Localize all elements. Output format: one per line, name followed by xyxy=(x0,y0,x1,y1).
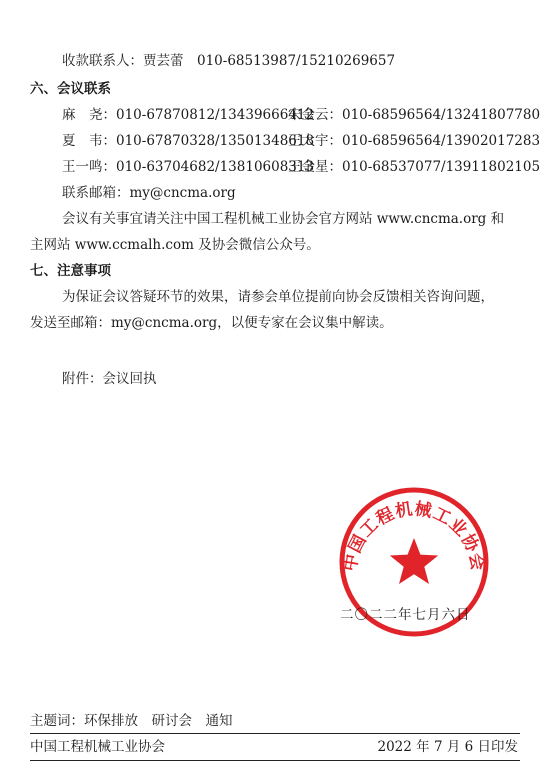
seal-ring-text: 中国工程机械工业协会 xyxy=(340,499,488,573)
footer-organization: 中国工程机械工业协会 xyxy=(30,739,165,755)
collection-contact-value: 贾芸蕾 010-68513987/15210269657 xyxy=(143,53,396,69)
collection-contact xyxy=(62,52,395,70)
contact-right: 王金星：010-68537077/13911802105 xyxy=(288,159,541,175)
contact-row xyxy=(288,132,540,150)
notice-paragraph-line1: 为保证会议答疑环节的效果，请参会单位提前向协会反馈相关咨询问题， xyxy=(62,289,494,305)
contact-right: 宋金云：010-68596564/13241807780 xyxy=(288,107,541,123)
contact-left: 王一鸣：010-63704682/13810608313 xyxy=(62,159,315,175)
section7-heading: 七、注意事项 xyxy=(30,263,111,279)
contact-row xyxy=(288,106,540,124)
attachment-note: 附件：会议回执 xyxy=(62,371,157,387)
footer-print-date: 2022 年 7 月 6 日印发 xyxy=(377,739,518,755)
contact-email: 联系邮箱：my@cncma.org xyxy=(62,185,236,201)
website-paragraph-line1: 会议有关事宜请关注中国工程机械工业协会官方网站 www.cncma.org 和 xyxy=(62,211,505,227)
collection-contact-label: 收款联系人： xyxy=(62,53,143,69)
subject-keywords: 主题词：环保排放 研讨会 通知 xyxy=(30,713,233,729)
footer-rule-top xyxy=(30,733,520,734)
notice-paragraph-line2: 发送至邮箱：my@cncma.org，以便专家在会议集中解读。 xyxy=(30,315,393,331)
footer-rule-bottom xyxy=(30,760,520,761)
contact-left: 夏 韦：010-67870328/13501348618 xyxy=(62,133,315,149)
section6-heading: 六、会议联系 xyxy=(30,81,111,97)
contact-right: 王大宇：010-68596564/13902017283 xyxy=(288,133,541,149)
contact-row xyxy=(288,158,540,176)
signing-date: 二〇二二年七月六日 xyxy=(340,607,471,623)
contact-left: 麻 尧：010-67870812/13439666412 xyxy=(62,107,315,123)
contact-row xyxy=(62,132,314,150)
contact-row xyxy=(62,106,314,124)
website-paragraph-line2: 主网站 www.ccmalh.com 及协会微信公众号。 xyxy=(30,237,320,253)
contact-row xyxy=(62,158,314,176)
